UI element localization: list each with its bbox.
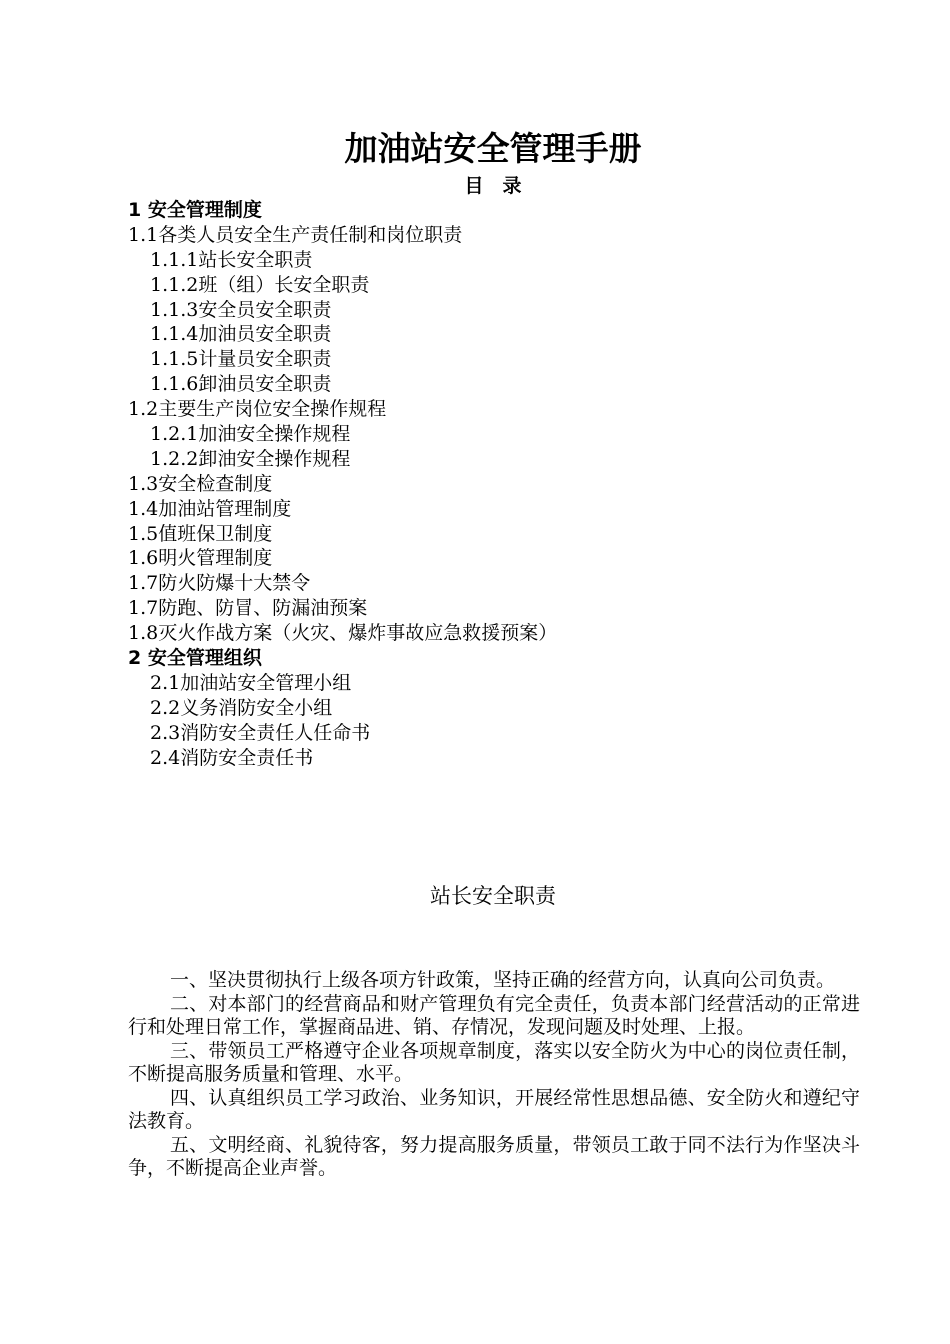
toc-item: 2.4消防安全责任书 (150, 746, 314, 769)
section-title: 站长安全职责 (430, 884, 556, 908)
toc-item: 1.2主要生产岗位安全操作规程 (128, 398, 387, 421)
toc-item: 2.1加油站安全管理小组 (150, 671, 352, 694)
toc-item: 2 安全管理组织 (128, 647, 262, 670)
paragraph: 二、对本部门的经营商品和财产管理负有完全责任，负责本部门经营活动的正常进行和处理日常工作，掌握商品进、销、存情况，发现问题及时处理、上报。 (128, 992, 860, 1038)
toc-item: 1.2.1加油安全操作规程 (150, 423, 351, 446)
toc-item: 1.1.5计量员安全职责 (150, 348, 332, 371)
paragraph: 三、带领员工严格遵守企业各项规章制度，落实以安全防火为中心的岗位责任制，不断提高服务质量和管理、水平。 (128, 1039, 860, 1085)
toc-item: 1.1.4加油员安全职责 (150, 323, 332, 346)
toc-item: 1.1.2班（组）长安全职责 (150, 273, 370, 296)
toc-item: 1.3安全检查制度 (128, 472, 273, 495)
toc-item: 1.1各类人员安全生产责任制和岗位职责 (128, 223, 463, 246)
paragraph: 一、坚决贯彻执行上级各项方针政策，坚持正确的经营方向，认真向公司负责。 (170, 969, 836, 991)
toc-item: 1.2.2卸油安全操作规程 (150, 447, 351, 470)
toc-item: 2.3消防安全责任人任命书 (150, 721, 371, 744)
toc-item: 1.4加油站管理制度 (128, 497, 292, 520)
table-of-contents (128, 198, 888, 770)
toc-item: 1.8灭火作战方案（火灾、爆炸事故应急救援预案） (128, 622, 558, 645)
toc-item: 1.7防跑、防冒、防漏油预案 (128, 597, 368, 620)
section-body (128, 969, 860, 1181)
toc-item: 1.7防火防爆十大禁令 (128, 572, 311, 595)
toc-heading: 目 录 (464, 175, 522, 197)
toc-item: 1.1.6卸油员安全职责 (150, 373, 332, 396)
paragraph: 四、认真组织员工学习政治、业务知识，开展经常性思想品德、安全防火和遵纪守法教育。 (128, 1086, 860, 1132)
toc-item: 1.1.1站长安全职责 (150, 248, 313, 271)
paragraph: 五、文明经商、礼貌待客，努力提高服务质量，带领员工敢于同不法行为作坚决斗争，不断提高企业声誉。 (128, 1133, 860, 1179)
toc-item: 1.6明火管理制度 (128, 547, 273, 570)
toc-item: 1.1.3安全员安全职责 (150, 298, 332, 321)
document-title: 加油站安全管理手册 (344, 129, 642, 168)
toc-item: 2.2义务消防安全小组 (150, 696, 333, 719)
toc-item: 1 安全管理制度 (128, 199, 262, 221)
toc-item: 1.5值班保卫制度 (128, 522, 273, 545)
